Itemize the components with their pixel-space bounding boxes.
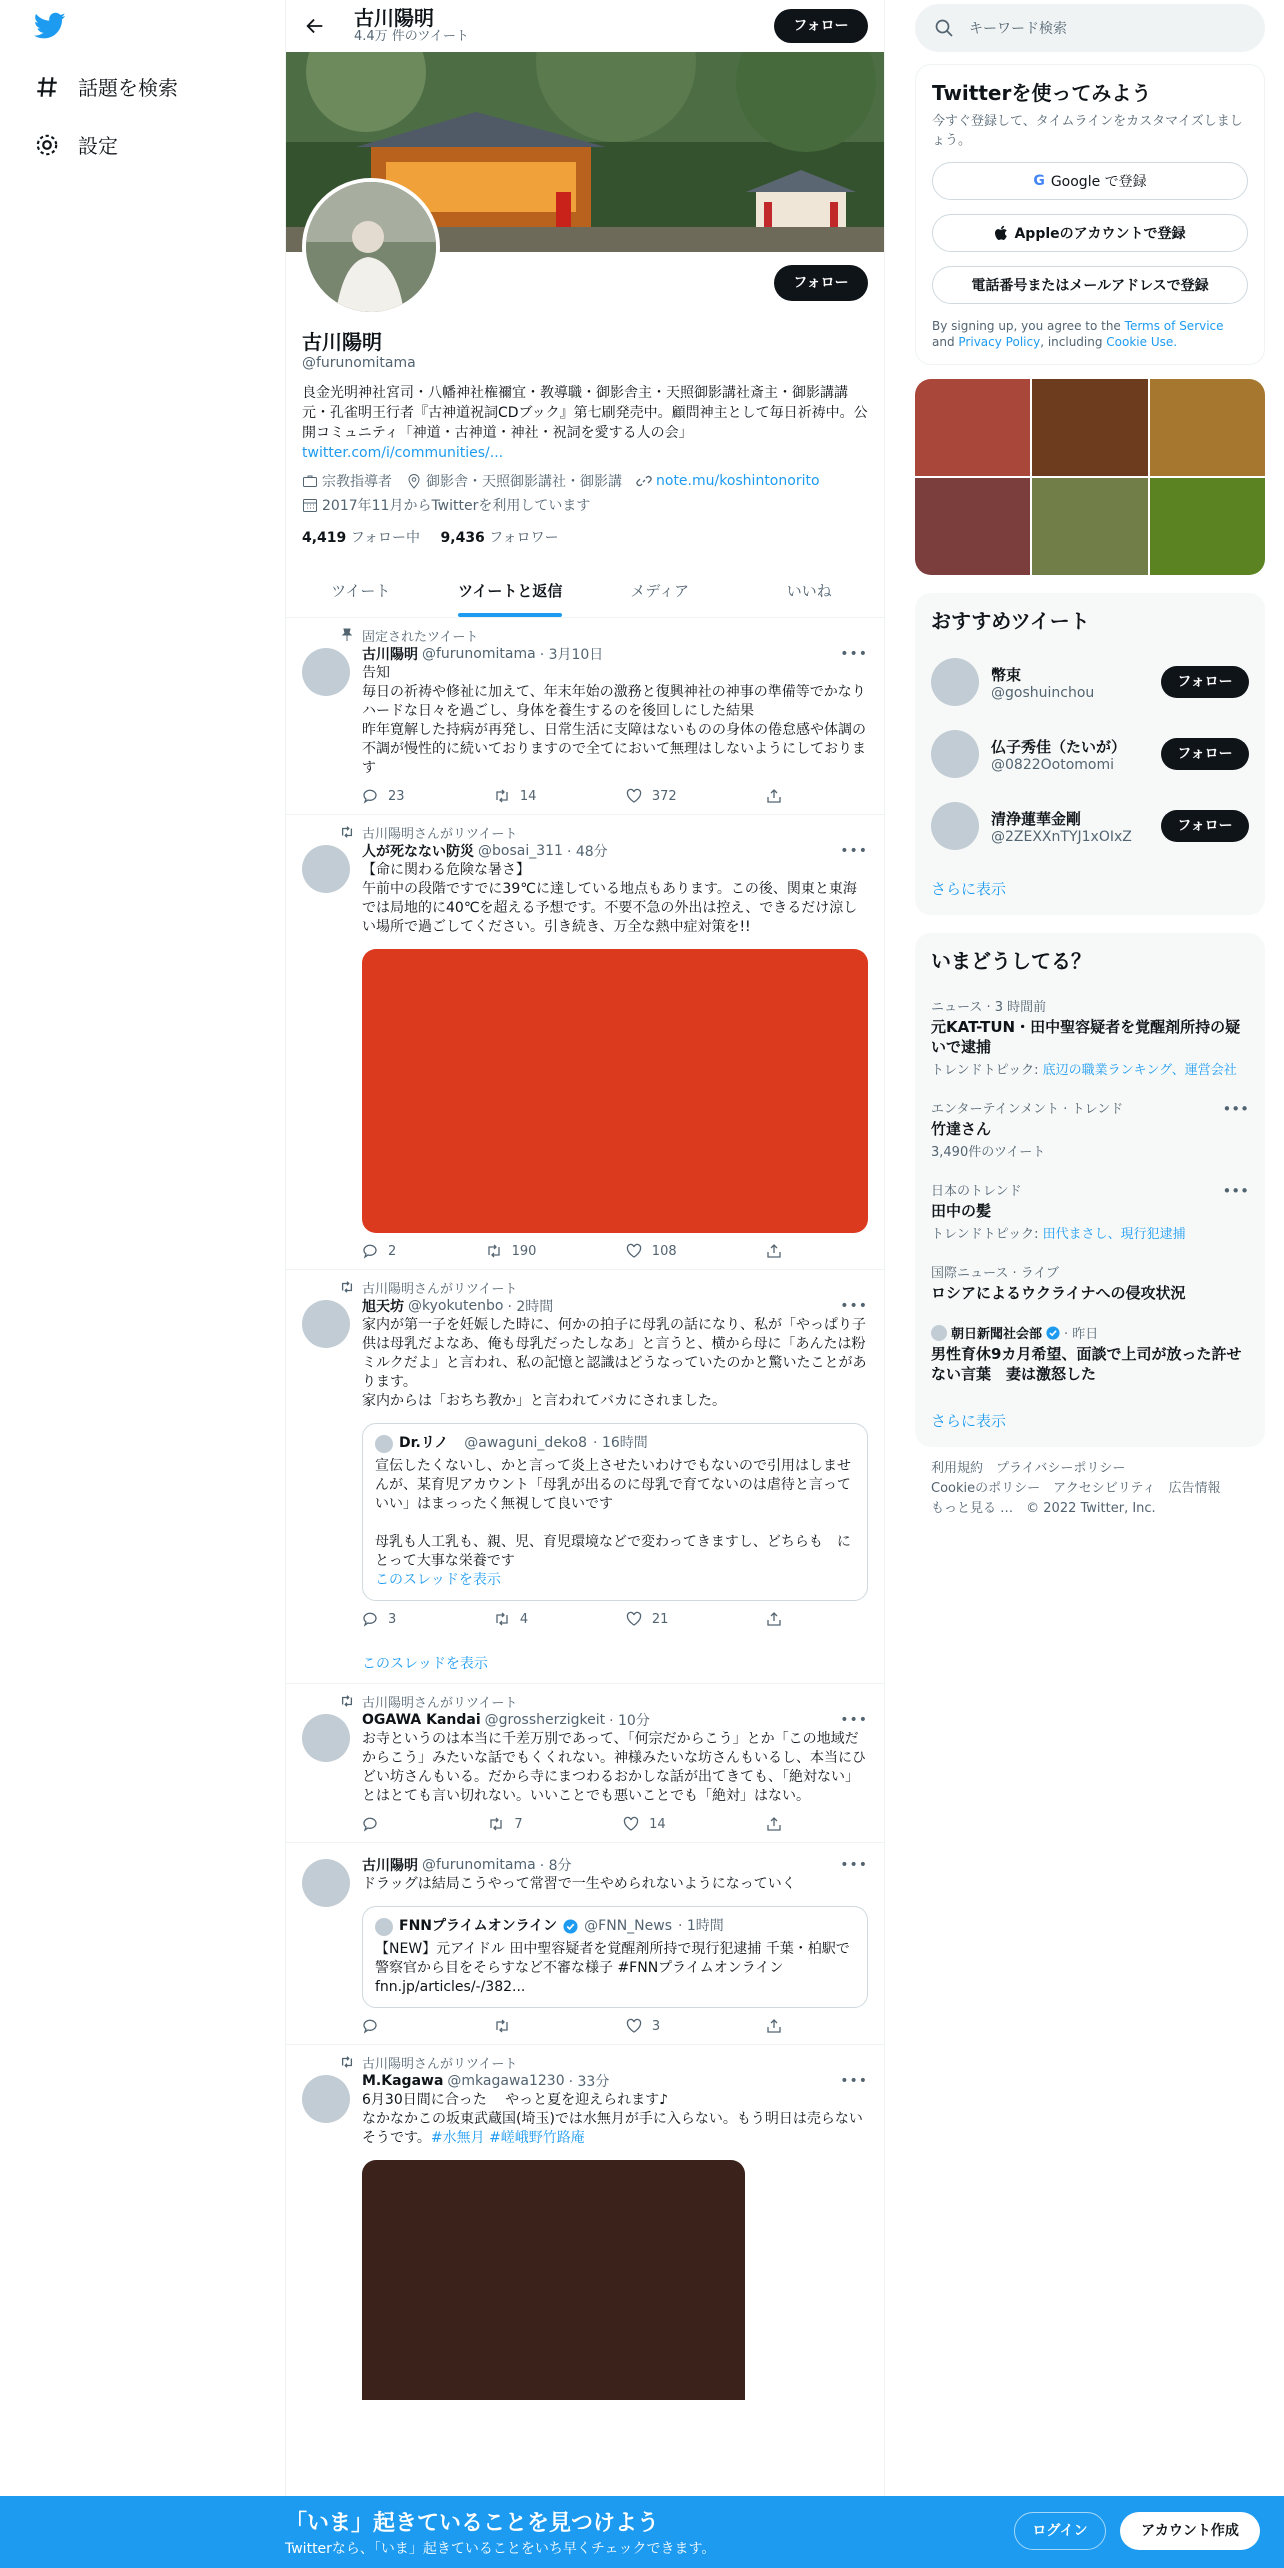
source-avatar xyxy=(931,1325,947,1341)
link-icon xyxy=(636,473,652,489)
signup-button[interactable]: アカウント作成 xyxy=(1120,2512,1260,2550)
verified-badge-icon xyxy=(1046,1326,1060,1340)
copyright: © 2022 Twitter, Inc. xyxy=(1026,1501,1156,1516)
suggested-follow-button[interactable]: フォロー xyxy=(1161,810,1249,842)
main-column xyxy=(285,0,885,2568)
terms-including: , including xyxy=(1040,335,1103,349)
nav-settings[interactable] xyxy=(34,130,118,159)
header-follow-button[interactable]: フォロー xyxy=(774,9,868,43)
footer-link[interactable]: アクセシビリティ xyxy=(1053,1481,1156,1496)
trend-category: 日本のトレンド xyxy=(931,1184,1022,1199)
show-thread-link[interactable]: このスレッドを表示 xyxy=(362,1656,488,1672)
signup-terms xyxy=(916,318,1264,364)
tweet-actions xyxy=(362,1243,782,1259)
reply-button[interactable] xyxy=(362,1816,388,1832)
tweet-text xyxy=(362,2091,868,2148)
retweet-button[interactable] xyxy=(494,1611,528,1627)
media-thumb[interactable] xyxy=(1032,478,1147,575)
tweet-actions xyxy=(362,2018,782,2034)
more-options-icon[interactable]: ••• xyxy=(840,1712,868,1728)
google-signup-label: Google で登録 xyxy=(1050,174,1147,190)
tweet-time[interactable]: · 8分 xyxy=(539,1858,572,1874)
reply-icon xyxy=(362,788,378,804)
suggested-avatar xyxy=(931,802,979,850)
share-button[interactable] xyxy=(766,2018,782,2034)
suggested-handle: @goshuinchou xyxy=(991,684,1095,701)
trend-topic-link[interactable]: 底辺の職業ランキング、運営会社 xyxy=(1042,1063,1237,1078)
signup-title: Twitterを使ってみよう xyxy=(932,81,1152,105)
tweet-author-name[interactable]: OGAWA Kandai xyxy=(362,1712,481,1728)
quote-avatar xyxy=(375,1435,393,1453)
tweet-author-handle: @kyokutenbo xyxy=(408,1298,504,1314)
tweet-avatar[interactable] xyxy=(302,2075,350,2123)
twitter-logo-icon[interactable] xyxy=(34,12,66,40)
recommended-tweets-card xyxy=(915,593,1265,915)
trend-item[interactable] xyxy=(915,1170,1265,1252)
reply-count: 3 xyxy=(388,1611,397,1627)
suggested-avatar xyxy=(931,658,979,706)
trend-sub xyxy=(931,1223,1249,1242)
profile-job-label: 宗教指導者 xyxy=(322,474,392,490)
tweet-context-label: 古川陽明さんがリツイート xyxy=(362,826,518,842)
recommended-title: おすすめツイート xyxy=(931,609,1090,633)
profile-url[interactable] xyxy=(636,471,820,491)
reply-icon xyxy=(362,1816,378,1832)
suggested-follow-button[interactable]: フォロー xyxy=(1161,738,1249,770)
search-input[interactable]: キーワード検索 xyxy=(969,21,1067,37)
retweet-count: 190 xyxy=(511,1243,537,1259)
tweet-time[interactable]: · 2時間 xyxy=(507,1299,554,1315)
retweet-count: 14 xyxy=(519,788,537,804)
tweet-actions xyxy=(362,788,782,804)
reply-count: 2 xyxy=(388,1243,397,1259)
heart-icon xyxy=(626,2018,642,2034)
follow-counts xyxy=(302,527,868,547)
reply-count: 23 xyxy=(388,788,405,804)
google-signup-button[interactable] xyxy=(932,162,1248,200)
tweet-context xyxy=(362,2053,868,2071)
retweet-icon xyxy=(494,1611,510,1627)
tweet-context xyxy=(362,1278,868,1296)
tweet-retweet[interactable] xyxy=(286,1684,884,1843)
like-button[interactable] xyxy=(626,2018,660,2034)
tweet-text: ドラッグは結局こうやって常習で一生やめられないようになっていく xyxy=(362,1876,796,1892)
tweet-context-label: 古川陽明さんがリツイート xyxy=(362,2056,518,2072)
tweet-retweet[interactable] xyxy=(286,2045,884,2410)
like-count: 108 xyxy=(651,1243,677,1259)
trend-source xyxy=(931,1323,1249,1342)
tweet-context-label: 古川陽明さんがリツイート xyxy=(362,1695,518,1711)
retweet-icon xyxy=(494,2018,510,2034)
login-prompt-bar xyxy=(0,2496,1284,2568)
show-more-link[interactable]: さらに表示 xyxy=(931,1412,1007,1430)
suggested-name: 清浄蓮華金剛 xyxy=(991,809,1082,828)
pin-icon xyxy=(340,628,354,642)
heart-icon xyxy=(623,1816,639,1832)
search-box[interactable] xyxy=(915,4,1265,52)
search-icon xyxy=(935,19,953,37)
tweet-time[interactable]: · 48分 xyxy=(566,844,608,860)
followers-link[interactable] xyxy=(441,530,559,546)
profile-info xyxy=(286,252,884,547)
trend-category: ニュース · 3 時間前 xyxy=(931,1000,1047,1015)
retweet-icon xyxy=(486,1243,502,1259)
prompt-subtitle: Twitterなら、「いま」起きていることをいち早くチェックできます。 xyxy=(285,2541,716,2557)
suggested-handle: @2ZEXXnTYJ1xOIxZ xyxy=(991,828,1132,845)
phone-email-signup-button[interactable] xyxy=(932,266,1248,304)
tweet-author-handle: @grossherzigkeit xyxy=(484,1712,606,1728)
tweet-author-handle: @furunomitama xyxy=(422,646,536,662)
quote-text: 宣伝したくないし、かと言って炎上させたいわけでもないので引用はしませんが、某育児アカウント「母乳が出るのに母乳で育てないのは虐待と言っていい」はまっったく無視して良いです 母乳も人工乳も、親、児、育児環境などで変わってきますし、どちらも にとって大事な栄養です xyxy=(375,1458,851,1569)
apple-icon xyxy=(994,225,1008,241)
trend-sub xyxy=(931,1059,1249,1078)
following-count: 4,419 xyxy=(302,530,347,546)
tweet-author-name[interactable]: 旭天坊 xyxy=(362,1299,404,1315)
suggested-name: 幣束 xyxy=(991,665,1022,684)
suggested-name: 仏子秀佳（たいが） xyxy=(991,737,1127,756)
quoted-tweet[interactable] xyxy=(362,1906,868,2008)
heart-icon xyxy=(626,1611,642,1627)
retweet-button[interactable] xyxy=(488,1816,522,1832)
trend-sub-label: トレンドトピック: xyxy=(931,1063,1043,1078)
share-icon xyxy=(766,2018,782,2034)
trend-title: ロシアによるウクライナへの侵攻状況 xyxy=(931,1284,1186,1302)
terms-link[interactable]: Terms of Service xyxy=(1124,319,1224,333)
share-icon xyxy=(766,788,782,804)
profile-bio xyxy=(302,383,868,463)
like-button[interactable] xyxy=(626,1611,669,1627)
header-tweet-count: 4.4万 件のツイート xyxy=(354,29,469,44)
tweet-own[interactable] xyxy=(286,1843,884,2045)
tweet-author-name[interactable]: 古川陽明 xyxy=(362,1858,418,1874)
tweet-context xyxy=(362,626,868,644)
tweet-author-handle: @bosai_311 xyxy=(478,843,563,859)
reply-button[interactable] xyxy=(362,1611,396,1627)
trend-item[interactable] xyxy=(915,1252,1265,1313)
tweet-avatar[interactable] xyxy=(302,1300,350,1348)
terms-and: and xyxy=(932,335,955,349)
privacy-link[interactable]: Privacy Policy xyxy=(958,335,1041,349)
profile-url-link[interactable]: note.mu/koshintonorito xyxy=(656,473,820,489)
media-thumb[interactable] xyxy=(1032,379,1147,476)
footer-link[interactable]: プライバシーポリシー xyxy=(996,1461,1126,1476)
cookie-link[interactable]: Cookie Use. xyxy=(1106,335,1178,349)
profile-meta xyxy=(302,471,868,515)
media-grid xyxy=(915,379,1265,575)
like-count: 14 xyxy=(649,1816,666,1832)
login-button[interactable]: ログイン xyxy=(1014,2512,1106,2550)
footer-more-link[interactable]: もっと見る … xyxy=(931,1501,1014,1516)
profile-job xyxy=(302,471,392,491)
signup-subtitle: 今すぐ登録して、タイムラインをカスタマイズしましょう。 xyxy=(932,114,1243,148)
retweet-icon xyxy=(340,1694,354,1708)
more-options-icon[interactable]: ••• xyxy=(840,843,868,859)
quote-time: · 16時間 xyxy=(593,1435,648,1451)
tweet-author-handle: @mkagawa1230 xyxy=(447,2073,565,2089)
reply-button[interactable] xyxy=(362,2018,388,2034)
source-time: · 昨日 xyxy=(1064,1327,1099,1342)
like-button[interactable] xyxy=(626,788,677,804)
verified-badge-icon xyxy=(563,1919,578,1934)
profile-joined-label: 2017年11月からTwitterを利用しています xyxy=(322,498,591,514)
retweet-icon xyxy=(340,1280,354,1294)
retweet-button[interactable] xyxy=(486,1243,537,1259)
profile-follow-button[interactable]: フォロー xyxy=(774,265,868,301)
back-arrow-icon[interactable] xyxy=(304,15,326,37)
retweet-count: 4 xyxy=(519,1611,529,1627)
trend-item[interactable] xyxy=(915,1313,1265,1394)
reply-icon xyxy=(362,1611,378,1627)
share-button[interactable] xyxy=(766,1816,782,1832)
tweet-context xyxy=(362,1692,868,1710)
retweet-icon xyxy=(340,825,354,839)
media-thumb[interactable] xyxy=(1150,379,1265,476)
tweet-pinned[interactable] xyxy=(286,618,884,815)
footer-link[interactable]: 広告情報 xyxy=(1168,1481,1221,1496)
quote-author-handle: @awaguni_deko8 xyxy=(464,1435,588,1451)
profile-name: 古川陽明 xyxy=(302,330,382,354)
trend-category: エンターテインメント · トレンド xyxy=(931,1102,1124,1117)
suggested-avatar xyxy=(931,730,979,778)
like-button[interactable] xyxy=(623,1816,666,1832)
tweet-author-name[interactable]: M.Kagawa xyxy=(362,2073,444,2089)
nav-explore[interactable] xyxy=(34,72,178,101)
phone-email-signup-label: 電話番号またはメールアドレスで登録 xyxy=(971,278,1209,294)
header-name: 古川陽明 xyxy=(354,6,434,30)
tweet-media-image[interactable] xyxy=(362,2160,745,2400)
tweet-text: 告知 毎日の祈祷や修祉に加えて、年末年始の激務と復興神社の神事の準備等でかなりハードな日々を過ごし、身体を養生するのを後回しにした結果 昨年寛解した持病が再発し、日常生活に支障はないものの身体の倦怠感や体調の不調が慢性的に続いておりますので全てにおいて無理はしないようにしております xyxy=(362,665,866,776)
nav-settings-label: 設定 xyxy=(78,134,118,158)
profile-handle: @furunomitama xyxy=(302,355,416,371)
quote-show-thread-link[interactable]: このスレッドを表示 xyxy=(375,1572,501,1588)
like-count: 3 xyxy=(651,2018,661,2034)
tweet-media-image[interactable] xyxy=(362,949,868,1233)
trend-title: 男性育休9カ月希望、面談で上司が放った許せない言葉 妻は激怒した xyxy=(931,1345,1242,1383)
bio-text: 良金光明神社宮司・八幡神社権禰宜・教導職・御影舎主・天照御影講社斎主・御影講講元・孔雀明王行者『古神道祝詞CDブック』第七刷発売中。顧問神主として毎日祈祷中。公開コミュニティ「神道・古神道・神社・祝詞を愛する人の会」 xyxy=(302,385,868,441)
trend-title: 田中の髪 xyxy=(931,1202,992,1220)
media-thumb[interactable] xyxy=(915,379,1030,476)
more-options-icon[interactable]: ••• xyxy=(840,1857,868,1873)
heart-icon xyxy=(626,1243,642,1259)
share-button[interactable] xyxy=(766,1611,782,1627)
profile-location xyxy=(406,471,622,491)
retweet-count: 7 xyxy=(514,1816,523,1832)
retweet-icon xyxy=(494,788,510,804)
trend-category: 国際ニュース · ライブ xyxy=(931,1266,1059,1281)
trend-item[interactable] xyxy=(915,1088,1265,1170)
tab-tweets[interactable]: ツイート xyxy=(331,582,391,600)
tweet-actions xyxy=(362,1611,782,1627)
retweet-icon xyxy=(488,1816,504,1832)
trends-card xyxy=(915,933,1265,1447)
tweet-actions xyxy=(362,1816,782,1832)
tweet-context xyxy=(362,823,868,841)
quoted-tweet[interactable] xyxy=(362,1423,868,1601)
share-icon xyxy=(766,1243,782,1259)
followers-count: 9,436 xyxy=(440,530,485,546)
terms-text: By signing up, you agree to the xyxy=(932,319,1121,333)
briefcase-icon xyxy=(302,473,318,489)
more-options-icon[interactable]: ••• xyxy=(840,1298,868,1314)
suggested-account[interactable] xyxy=(915,646,1265,718)
profile-location-label: 御影舎・天照御影講社・御影講 xyxy=(426,474,622,490)
tweet-text-body: 6月30日間に合った やっと夏を迎えられます♪ なかなかこの坂東武蔵国(埼玉)では水無月が手に入らない。もう明日は売らないそうです。 xyxy=(362,2092,863,2146)
calendar-icon xyxy=(302,497,318,513)
profile-tabs xyxy=(286,565,884,618)
profile-joined xyxy=(302,495,590,515)
prompt-title: 「いま」起きていることを見つけよう xyxy=(285,2511,660,2536)
footer-link[interactable]: 利用規約 xyxy=(931,1461,984,1476)
signup-card xyxy=(915,64,1265,365)
apple-signup-label: Appleのアカウントで登録 xyxy=(1014,226,1186,242)
trend-topic-link[interactable]: 田代まさし、現行犯逮捕 xyxy=(1042,1227,1186,1242)
nav-explore-label: 話題を検索 xyxy=(78,76,178,100)
trend-tweet-count: 3,490件のツイート xyxy=(931,1145,1046,1160)
reply-button[interactable] xyxy=(362,1243,396,1259)
more-options-icon[interactable]: ••• xyxy=(1222,1182,1249,1200)
trend-sub-label: トレンドトピック: xyxy=(931,1227,1043,1242)
suggested-handle: @0822Ootomomi xyxy=(991,756,1114,773)
apple-signup-button[interactable] xyxy=(932,214,1248,252)
quote-author-name: FNNプライムオンライン xyxy=(399,1918,558,1934)
suggested-account[interactable] xyxy=(915,790,1265,862)
retweet-button[interactable] xyxy=(494,788,537,804)
like-count: 372 xyxy=(651,788,677,804)
tweet-hashtags[interactable]: #水無月 #嵯峨野竹路庵 xyxy=(430,2130,585,2146)
tab-likes[interactable]: いいね xyxy=(786,582,832,600)
tweet-avatar[interactable] xyxy=(302,845,350,893)
following-link[interactable] xyxy=(302,530,420,546)
media-thumb[interactable] xyxy=(1150,478,1265,575)
media-thumb[interactable] xyxy=(915,478,1030,575)
quote-time: · 1時間 xyxy=(678,1918,724,1934)
bio-community-link[interactable]: twitter.com/i/communities/... xyxy=(302,445,504,461)
trend-title: 竹達さん xyxy=(931,1120,992,1138)
tweet-retweet[interactable] xyxy=(286,1270,884,1684)
tweet-retweet[interactable] xyxy=(286,815,884,1270)
share-button[interactable] xyxy=(766,1243,782,1259)
more-options-icon[interactable]: ••• xyxy=(840,646,868,662)
share-icon xyxy=(766,1816,782,1832)
trend-title: 元KAT-TUN・田中聖容疑者を覚醒剤所持の疑いで逮捕 xyxy=(931,1018,1241,1056)
more-options-icon[interactable]: ••• xyxy=(1222,1100,1249,1118)
tweet-text: お寺というのは本当に千差万別であって、「何宗だからこう」とか「この地域だからこう」みたいな話でもくくれない。神様みたいな坊さんもいるし、本当にひどい坊さんもいる。だから寺にまつわるおかしな話が出てきても、「絶対ない」とはとても言い切れない。いいことでも悪いことでも「絶対」はない。 xyxy=(362,1731,866,1804)
quote-avatar xyxy=(375,1918,393,1936)
gear-icon xyxy=(34,132,60,158)
source-name: 朝日新聞社会部 xyxy=(951,1327,1043,1342)
tweet-avatar[interactable] xyxy=(302,648,350,696)
right-sidebar xyxy=(915,0,1265,1531)
footer-link[interactable]: Cookieのポリシー xyxy=(931,1481,1041,1496)
following-label: フォロー中 xyxy=(350,530,421,546)
tweet-time[interactable]: · 3月10日 xyxy=(539,647,604,663)
tweet-time[interactable]: · 10分 xyxy=(609,1713,650,1729)
quote-text: 【NEW】元アイドル 田中聖容疑者を覚醒剤所持で現行犯逮捕 千葉・柏駅で警察官から目をそらすなど不審な様子 #FNNプライムオンライン fnn.jp/articles/-/382... xyxy=(375,1941,850,1995)
tab-media[interactable]: メディア xyxy=(630,582,690,600)
tweet-author-name[interactable]: 古川陽明 xyxy=(362,647,418,663)
retweet-icon xyxy=(340,2055,354,2069)
suggested-follow-button[interactable]: フォロー xyxy=(1161,666,1249,698)
tweet-author-name[interactable]: 人が死なない防災 xyxy=(362,844,474,860)
reply-icon xyxy=(362,1243,378,1259)
followers-label: フォロワー xyxy=(489,530,559,546)
tweet-time[interactable]: · 33分 xyxy=(568,2074,610,2090)
more-options-icon[interactable]: ••• xyxy=(840,2073,868,2089)
trends-title: いまどうしてる？ xyxy=(931,949,1091,973)
heart-icon xyxy=(626,788,642,804)
profile-header-bar xyxy=(286,0,884,52)
tweet-text: 家内が第一子を妊娠した時に、何かの拍子に母乳の話になり、私が「やっぱり子供は母乳だよなあ、俺も母乳だったしなあ」と言うと、横から母に「あんたは粉ミルクだよ」と言われ、私の記憶と認識はどうなっていたのかと驚いたことがあります。 家内からは「おちち教か」と言われてバカにされました。 xyxy=(362,1317,867,1409)
tweet-author-handle: @furunomitama xyxy=(422,1857,536,1873)
tweet-avatar[interactable] xyxy=(302,1714,350,1762)
footer-links xyxy=(915,1447,1265,1531)
tweet-context-label: 古川陽明さんがリツイート xyxy=(362,1281,518,1297)
tab-tweets-and-replies[interactable]: ツイートと返信 xyxy=(436,565,586,617)
quote-author-name: Dr.リノ xyxy=(399,1435,449,1451)
tweet-avatar[interactable] xyxy=(302,1859,350,1907)
tweet-context-label: 固定されたツイート xyxy=(362,629,479,645)
hashtag-icon xyxy=(34,74,60,100)
google-icon: G xyxy=(1033,173,1045,189)
like-button[interactable] xyxy=(626,1243,677,1259)
retweet-button[interactable] xyxy=(494,2018,520,2034)
suggested-account[interactable] xyxy=(915,718,1265,790)
reply-icon xyxy=(362,2018,378,2034)
reply-button[interactable] xyxy=(362,788,405,804)
trend-item[interactable] xyxy=(915,986,1265,1088)
share-button[interactable] xyxy=(766,788,782,804)
show-more-link[interactable]: さらに表示 xyxy=(931,880,1007,898)
tweet-text: 【命に関わる危険な暑さ】 午前中の段階ですでに39℃に達している地点もあります。この後、関東と東海では局地的に40℃を超える予想です。不要不急の外出は控え、できるだけ涼しい場所で過ごしてください。引き続き、万全な熱中症対策を!! xyxy=(362,862,858,935)
location-pin-icon xyxy=(406,473,422,489)
like-count: 21 xyxy=(651,1611,669,1627)
share-icon xyxy=(766,1611,782,1627)
quote-author-handle: @FNN_News xyxy=(584,1918,672,1934)
